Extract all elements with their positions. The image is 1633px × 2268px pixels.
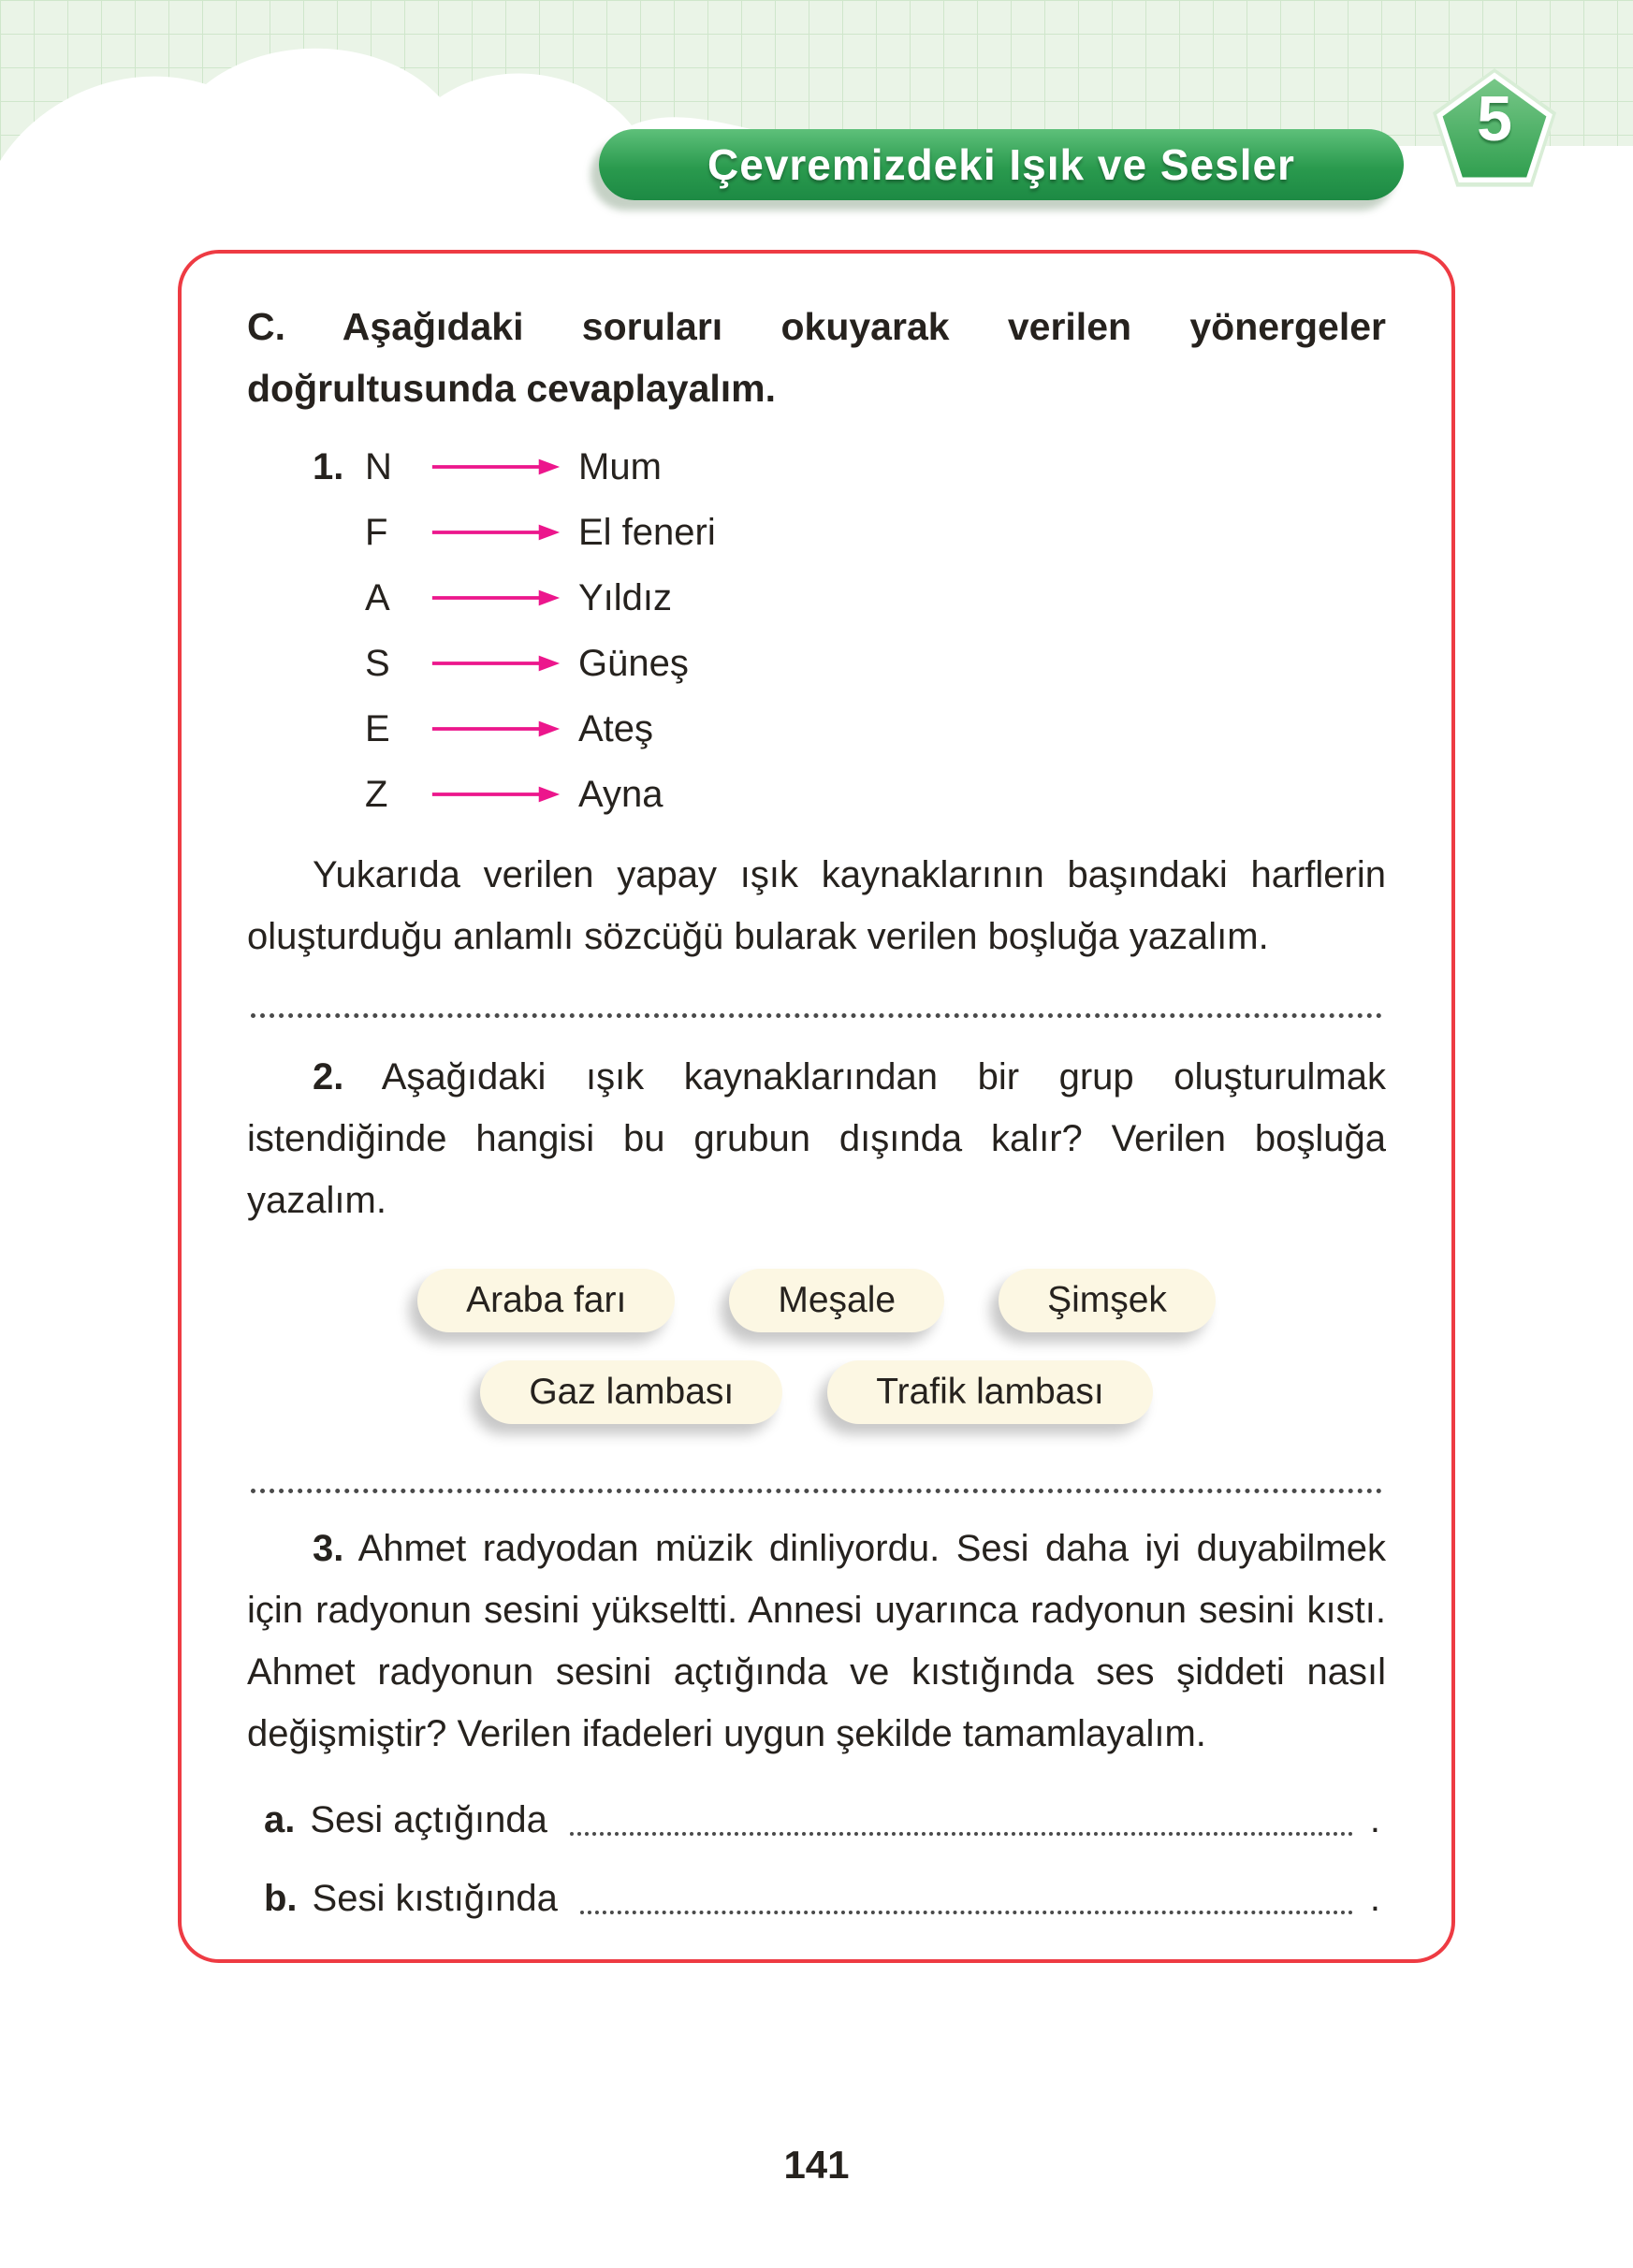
fill-item-label: a.	[264, 1799, 296, 1840]
match-row	[313, 434, 1386, 500]
fill-item-suffix: .	[1369, 1878, 1380, 1919]
question1-match-list	[313, 434, 1386, 827]
match-letter: E	[365, 707, 390, 749]
match-letter: S	[365, 642, 390, 684]
unit-number: 5	[1477, 83, 1512, 154]
answer-blank-b	[580, 1881, 1353, 1914]
question2-options-row2	[247, 1360, 1386, 1424]
match-arrow-icon	[430, 717, 561, 741]
option-pill: Şimşek	[999, 1269, 1216, 1332]
question1-number: 1.	[313, 445, 344, 487]
match-row	[313, 631, 1386, 696]
match-row	[313, 500, 1386, 565]
question3-number: 3.	[313, 1528, 344, 1569]
match-arrow-icon	[430, 782, 561, 807]
match-target: Ateş	[578, 707, 654, 749]
section-label: C.	[247, 305, 285, 348]
fill-item-text: Sesi açtığında	[310, 1799, 547, 1840]
option-pill: Gaz lambası	[480, 1360, 782, 1424]
match-row	[313, 696, 1386, 762]
match-target: El feneri	[578, 511, 716, 553]
chapter-title: Çevremizdeki Işık ve Sesler	[707, 140, 1295, 189]
fill-item-a	[264, 1796, 1380, 1843]
question1-instruction: Yukarıda verilen yapay ışık kaynaklarının başındaki harflerin oluşturduğu anlamlı sözcüğü bularak verilen boşluğa yazalım.	[247, 854, 1386, 957]
match-target: Ayna	[578, 773, 663, 815]
unit-number-badge	[1433, 67, 1556, 191]
option-pill: Araba farı	[417, 1269, 675, 1332]
match-letter: A	[365, 576, 390, 618]
fill-item-b	[264, 1875, 1380, 1922]
match-target: Mum	[578, 445, 662, 487]
chapter-title-banner	[599, 129, 1404, 200]
question3-text: 3. Ahmet radyodan müzik dinliyordu. Sesi daha iyi duyabilmek için radyonun sesini yükseltti. Annesi uyarınca radyonun sesini kıstı. Ahmet radyonun sesini açtığında ve kıstığında ses şiddeti nasıl değişmiştir? Verilen ifadeleri uygun şekilde tamamlayalım.	[247, 1528, 1386, 1754]
option-pill: Meşale	[729, 1269, 944, 1332]
header-decoration	[0, 0, 1633, 234]
fill-item-label: b.	[264, 1878, 298, 1919]
fill-item-suffix: .	[1369, 1799, 1380, 1840]
match-arrow-icon	[430, 520, 561, 545]
page-number: 141	[783, 2143, 850, 2187]
match-row	[313, 565, 1386, 631]
exercise-box	[178, 250, 1455, 1963]
section-heading	[247, 296, 1386, 419]
fill-item-text: Sesi kıstığında	[312, 1878, 558, 1919]
question2-options-row1	[247, 1269, 1386, 1332]
answer-blank-a	[570, 1802, 1353, 1836]
answer-blank-q2	[251, 1469, 1382, 1493]
match-target: Yıldız	[578, 576, 673, 618]
option-pill: Trafik lambası	[827, 1360, 1152, 1424]
match-letter: Z	[365, 773, 388, 815]
match-arrow-icon	[430, 651, 561, 676]
question2-number: 2.	[313, 1056, 344, 1098]
answer-blank-q1	[251, 994, 1382, 1018]
match-target: Güneş	[578, 642, 689, 684]
match-arrow-icon	[430, 455, 561, 479]
match-arrow-icon	[430, 586, 561, 610]
section-heading-text: Aşağıdaki soruları okuyarak verilen yönergeler doğrultusunda cevaplayalım.	[247, 305, 1387, 410]
question2-text: 2. Aşağıdaki ışık kaynaklarından bir grup oluşturulmak istendiğinde hangisi bu grubun dışında kalır? Verilen boşluğa yazalım.	[247, 1056, 1386, 1221]
match-letter: F	[365, 511, 388, 553]
match-row	[313, 762, 1386, 827]
match-letter: N	[365, 445, 392, 487]
